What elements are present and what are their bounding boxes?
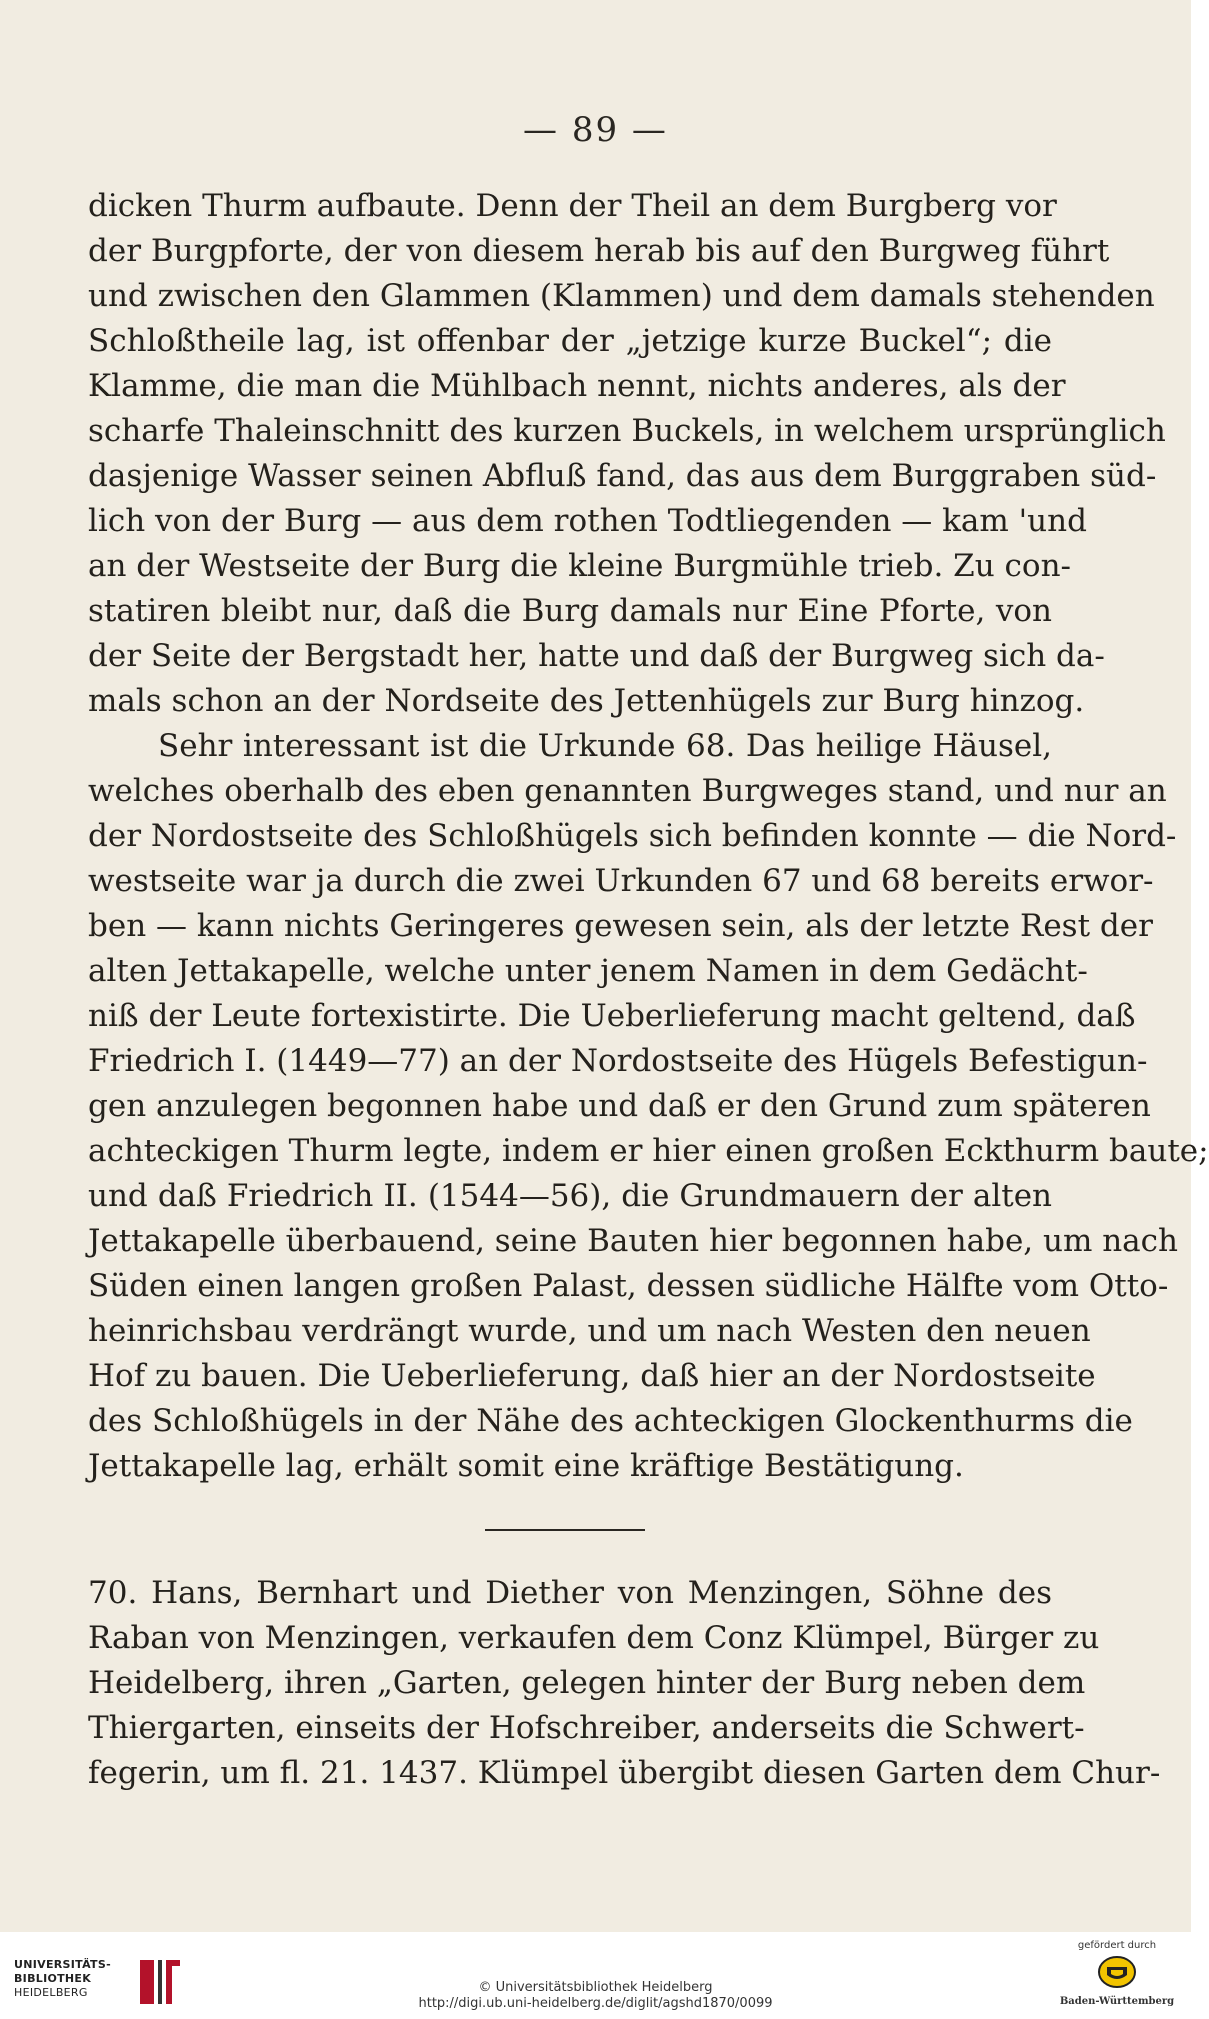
state-crest-icon <box>1097 1955 1137 1989</box>
text-line: scharfe Thaleinschnitt des kurzen Buckels, in welchem ursprünglich <box>88 413 1166 449</box>
text-line: Thiergarten, einseits der Hofschreiber, anderseits die Schwert- <box>88 1710 1085 1746</box>
document-entry-70 <box>88 1571 1161 1796</box>
text-line: heinrichsbau verdrängt wurde, und um nach Westen den neuen <box>88 1313 1091 1349</box>
text-line: der Burgpforte, der von diesem herab bis auf den Burgweg führt <box>88 233 1110 269</box>
text-line: fegerin, um fl. 21. 1437. Klümpel übergibt diesen Garten dem Chur- <box>88 1755 1161 1791</box>
footer-bar <box>0 1932 1191 2019</box>
text-line: alten Jettakapelle, welche unter jenem Namen in dem Gedächt- <box>88 953 1088 989</box>
text-line: Jettakapelle überbauend, seine Bauten hier begonnen habe, um nach <box>88 1223 1178 1259</box>
sponsor-name: Baden-Württemberg <box>1059 1996 1175 2007</box>
text-line: lich von der Burg — aus dem rothen Todtliegenden — kam 'und <box>88 503 1087 539</box>
text-line: 70. Hans, Bernhart und Diether von Menzingen, Söhne des <box>88 1575 1052 1611</box>
sponsor-label: gefördert durch <box>1077 1940 1157 1951</box>
page-number: — 89 — <box>523 110 668 150</box>
text-line: Süden einen langen großen Palast, dessen südliche Hälfte vom Otto- <box>88 1268 1169 1304</box>
copyright-notice <box>0 1980 1191 2012</box>
text-line: und zwischen den Glammen (Klammen) und dem damals stehenden <box>88 278 1155 314</box>
text-line: Hof zu bauen. Die Ueberlieferung, daß hier an der Nordostseite <box>88 1358 1096 1394</box>
text-line: Klamme, die man die Mühlbach nennt, nichts anderes, als der <box>88 368 1066 404</box>
text-line: an der Westseite der Burg die kleine Burgmühle trieb. Zu con- <box>88 548 1072 584</box>
text-line: Heidelberg, ihren „Garten, gelegen hinter der Burg neben dem <box>88 1665 1086 1701</box>
text-line: dasjenige Wasser seinen Abfluß fand, das aus dem Burggraben süd- <box>88 458 1157 494</box>
text-line: dicken Thurm aufbaute. Denn der Theil an dem Burgberg vor <box>88 188 1057 224</box>
text-line: mals schon an der Nordseite des Jettenhügels zur Burg hinzog. <box>88 683 1085 719</box>
text-line: Sehr interessant ist die Urkunde 68. Das heilige Häusel, <box>158 728 1052 764</box>
text-line: der Nordostseite des Schloßhügels sich befinden konnte — die Nord- <box>88 818 1177 854</box>
text-line: gen anzulegen begonnen habe und daß er den Grund zum späteren <box>88 1088 1151 1124</box>
text-line: achteckigen Thurm legte, indem er hier einen großen Eckthurm baute; <box>88 1133 1209 1169</box>
text-line: niß der Leute fortexistirte. Die Ueberlieferung macht geltend, daß <box>88 998 1136 1034</box>
text-line: westseite war ja durch die zwei Urkunden 67 und 68 bereits erwor- <box>88 863 1154 899</box>
text-line: und daß Friedrich II. (1544—56), die Grundmauern der alten <box>88 1178 1052 1214</box>
text-line: ben — kann nichts Geringeres gewesen sein, als der letzte Rest der <box>88 908 1153 944</box>
text-line: Schloßtheile lag, ist offenbar der „jetzige kurze Buckel“; die <box>88 323 1052 359</box>
text-line: welches oberhalb des eben genannten Burgweges stand, und nur an <box>88 773 1167 809</box>
permalink[interactable]: http://digi.ub.uni-heidelberg.de/diglit/agshd1870/0099 <box>418 1996 773 2011</box>
section-divider <box>485 1529 645 1531</box>
text-line: Raban von Menzingen, verkaufen dem Conz Klümpel, Bürger zu <box>88 1620 1100 1656</box>
text-line: Jettakapelle lag, erhält somit eine kräftige Bestätigung. <box>88 1448 964 1484</box>
text-line: der Seite der Bergstadt her, hatte und daß der Burgweg sich da- <box>88 638 1105 674</box>
text-line: des Schloßhügels in der Nähe des achteckigen Glockenthurms die <box>88 1403 1133 1439</box>
library-name: UNIVERSITÄTS- BIBLIOTHEK HEIDELBERG <box>14 1958 111 1999</box>
main-text <box>88 184 1209 1489</box>
copyright-text: © Universitätsbibliothek Heidelberg <box>478 1980 713 1995</box>
text-line: statiren bleibt nur, daß die Burg damals nur Eine Pforte, von <box>88 593 1052 629</box>
text-line: Friedrich I. (1449—77) an der Nordostseite des Hügels Befestigun- <box>88 1043 1148 1079</box>
sponsor-block[interactable] <box>1057 1940 1177 2007</box>
